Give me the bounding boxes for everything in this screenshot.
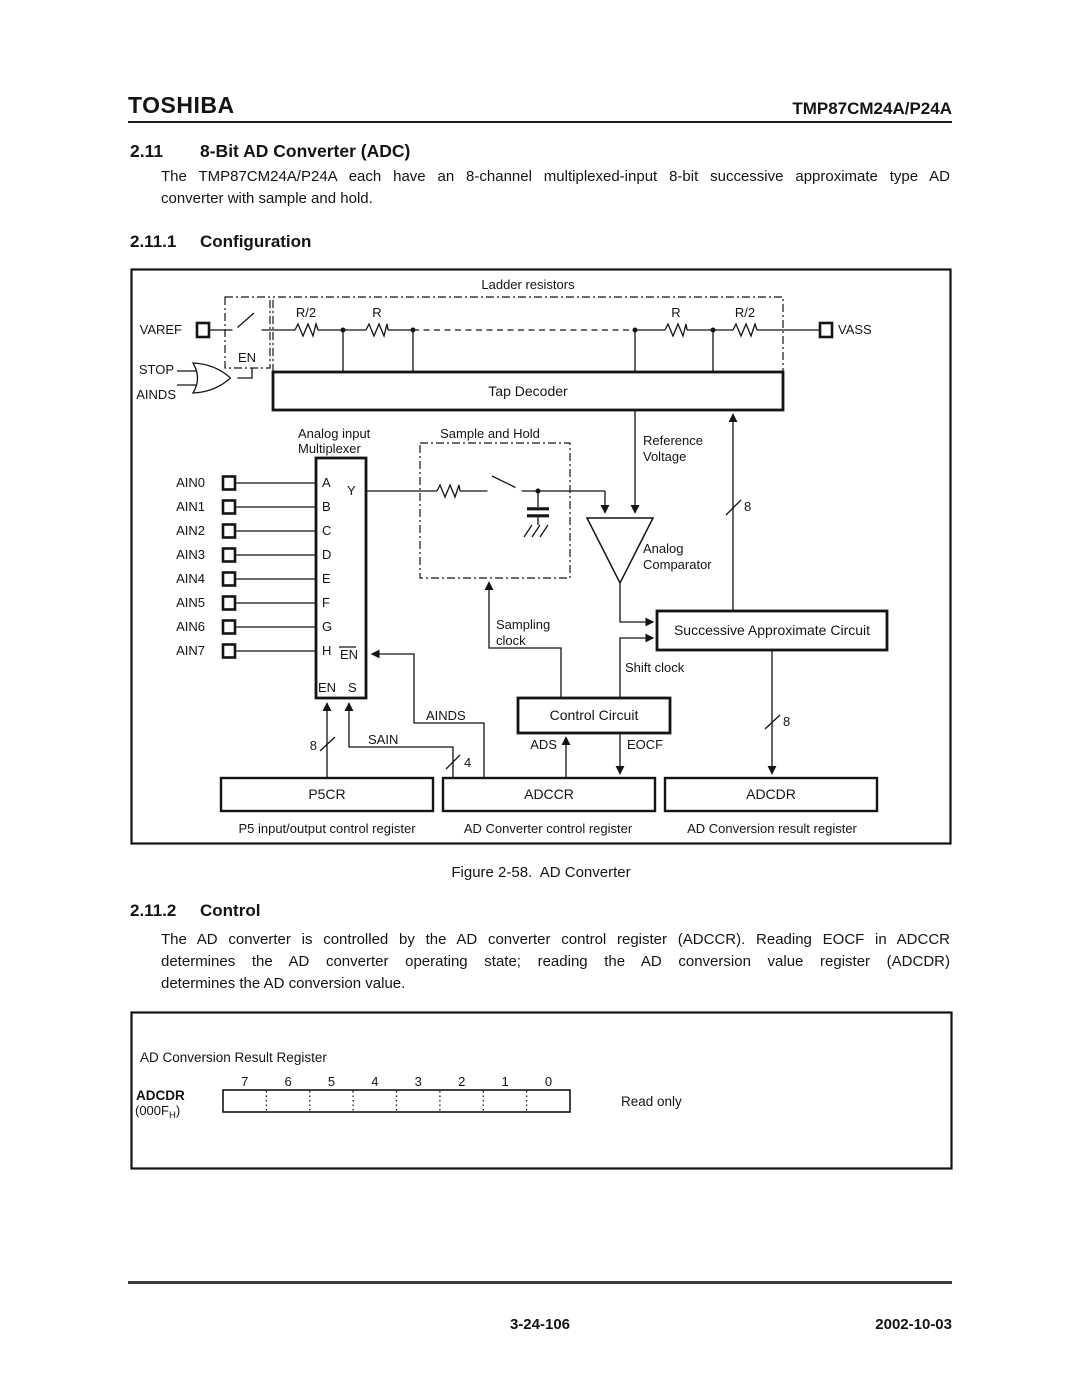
enable-label: EN bbox=[238, 350, 257, 365]
bus-width-8: 8 bbox=[783, 714, 791, 729]
comparator-line1: Analog bbox=[643, 541, 684, 556]
cell-separators bbox=[266, 1091, 526, 1111]
section-2112-title: Control bbox=[200, 901, 261, 920]
resistor-icon bbox=[665, 324, 687, 336]
control-circuit-label: Control Circuit bbox=[549, 707, 639, 723]
mux-port-g: G bbox=[322, 619, 333, 634]
stop-label: STOP bbox=[138, 362, 174, 377]
sample-hold-label: Sample and Hold bbox=[440, 426, 540, 441]
footer-page-number: 3-24-106 bbox=[509, 1316, 571, 1333]
ain3-pad-icon bbox=[223, 549, 235, 562]
sampling-clock-line2: clock bbox=[496, 633, 526, 648]
shift-clock-label: Shift clock bbox=[625, 660, 685, 675]
ladder-switch-icon bbox=[209, 313, 295, 333]
sain-label: SAIN bbox=[368, 732, 399, 747]
r-label: R bbox=[671, 305, 681, 320]
adcdr-register-diagram bbox=[130, 1011, 953, 1170]
toshiba-logo: TOSHIBA bbox=[128, 92, 235, 118]
vass-label: VASS bbox=[838, 322, 872, 337]
section-2112-body-line1: The AD converter is controlled by the AD converter control register (ADCCR). Reading EOCF in ADCCR bbox=[161, 931, 950, 948]
bit-0-label: 0 bbox=[544, 1074, 553, 1089]
adccr-caption: AD Converter control register bbox=[463, 821, 633, 836]
varef-label: VAREF bbox=[139, 322, 182, 337]
part-number: TMP87CM24A/P24A bbox=[792, 99, 952, 118]
mux-en-label: EN bbox=[318, 680, 337, 695]
reference-voltage-line2: Voltage bbox=[643, 449, 687, 464]
mux-y-label: Y bbox=[347, 483, 356, 498]
ain3-label: AIN3 bbox=[176, 547, 205, 562]
register-title: AD Conversion Result Register bbox=[140, 1050, 327, 1065]
sac-label: Successive Approximate Circuit bbox=[673, 622, 871, 638]
mux-en-bar-label: EN bbox=[340, 647, 359, 662]
p5cr-caption: P5 input/output control register bbox=[238, 821, 416, 836]
hold-switch-icon bbox=[492, 476, 516, 488]
ainds-signal-label: AINDS bbox=[426, 708, 466, 723]
sampling-clock-line1: Sampling bbox=[496, 617, 551, 632]
mux-port-a: A bbox=[322, 475, 331, 490]
ain7-pad-icon bbox=[223, 645, 235, 658]
section-2112-body-line3: determines the AD conversion value. bbox=[161, 975, 406, 992]
ladder-resistors-label: Ladder resistors bbox=[481, 277, 575, 292]
adcdr-caption: AD Conversion result register bbox=[687, 821, 857, 836]
ain5-pad-icon bbox=[223, 597, 235, 610]
register-access: Read only bbox=[621, 1094, 682, 1109]
mux-s-label: S bbox=[348, 680, 357, 695]
r-label: R bbox=[372, 305, 382, 320]
section-211-body-line1: The TMP87CM24A/P24A each have an 8-channel multiplexed-input 8-bit successive approximate type AD bbox=[161, 168, 950, 185]
mux-title-line1: Analog input bbox=[298, 426, 371, 441]
ain1-label: AIN1 bbox=[176, 499, 205, 514]
footer-rule bbox=[128, 1281, 952, 1284]
register-address bbox=[135, 1103, 180, 1121]
footer-date: 2002-10-03 bbox=[875, 1316, 952, 1333]
mux-port-b: B bbox=[322, 499, 331, 514]
varef-pad-icon bbox=[197, 323, 209, 337]
bit-7-label: 7 bbox=[241, 1074, 249, 1089]
ain2-pad-icon bbox=[223, 525, 235, 538]
section-2111-number: 2.11.1 bbox=[130, 232, 177, 251]
eocf-label: EOCF bbox=[627, 737, 664, 752]
mux-title-line2: Multiplexer bbox=[298, 441, 361, 456]
register-name: ADCDR bbox=[136, 1088, 185, 1103]
bus-width-4: 4 bbox=[464, 755, 472, 770]
bit-5-label: 5 bbox=[327, 1074, 336, 1089]
ain2-label: AIN2 bbox=[176, 523, 205, 538]
section-211-title: 8-Bit AD Converter (ADC) bbox=[200, 141, 411, 161]
resistor-icon bbox=[295, 324, 318, 336]
ad-converter-block-diagram bbox=[130, 268, 952, 845]
bit-6-label: 6 bbox=[284, 1074, 292, 1089]
adccr-label: ADCCR bbox=[524, 786, 574, 802]
reference-voltage-line1: Reference bbox=[643, 433, 703, 448]
ain7-label: AIN7 bbox=[176, 643, 205, 658]
capacitor-icon bbox=[527, 491, 549, 525]
figure-caption: Figure 2-58. AD Converter bbox=[451, 864, 631, 881]
section-211-body-line2: converter with sample and hold. bbox=[161, 190, 373, 207]
resistor-icon bbox=[733, 324, 757, 336]
mux-port-c: C bbox=[322, 523, 332, 538]
address-subscript: H bbox=[168, 1110, 176, 1121]
section-2112-number: 2.11.2 bbox=[130, 901, 177, 920]
bit-number-row bbox=[241, 1074, 552, 1089]
header-rule bbox=[128, 121, 952, 123]
bus-width-8: 8 bbox=[744, 499, 752, 514]
ain6-pad-icon bbox=[223, 621, 235, 634]
ads-label: ADS bbox=[530, 737, 557, 752]
ain1-pad-icon bbox=[223, 501, 235, 514]
comparator-output-wire bbox=[620, 583, 653, 622]
resistor-icon bbox=[437, 485, 460, 497]
bit-3-label: 3 bbox=[414, 1074, 422, 1089]
tap-decoder-label: Tap Decoder bbox=[488, 383, 568, 399]
ain0-pad-icon bbox=[223, 477, 235, 490]
r-half-label: R/2 bbox=[734, 305, 756, 320]
mux-port-f: F bbox=[322, 595, 330, 610]
ain6-label: AIN6 bbox=[176, 619, 205, 634]
address-suffix: ) bbox=[175, 1103, 181, 1118]
section-2112-body-line2: determines the AD converter operating state; reading the AD conversion value register (ADCDR) bbox=[161, 953, 950, 970]
mux-port-d: D bbox=[322, 547, 332, 562]
ainds-label: AINDS bbox=[136, 387, 176, 402]
comparator-line2: Comparator bbox=[643, 557, 712, 572]
resistor-icon bbox=[366, 324, 388, 336]
mux-input-rows bbox=[176, 475, 332, 658]
ain5-label: AIN5 bbox=[176, 595, 205, 610]
section-2111-title: Configuration bbox=[200, 232, 312, 251]
ain4-label: AIN4 bbox=[176, 571, 205, 586]
section-211-number: 2.11 bbox=[130, 141, 164, 161]
ground-icon bbox=[524, 525, 548, 537]
bit-4-label: 4 bbox=[371, 1074, 379, 1089]
vass-pad-icon bbox=[820, 323, 832, 337]
mux-port-e: E bbox=[322, 571, 331, 586]
bus-width-8: 8 bbox=[309, 738, 317, 753]
ain0-label: AIN0 bbox=[176, 475, 205, 490]
ain4-pad-icon bbox=[223, 573, 235, 586]
mux-port-h: H bbox=[322, 643, 332, 658]
sample-hold-circuit bbox=[366, 476, 605, 537]
adcdr-label: ADCDR bbox=[746, 786, 796, 802]
ladder-resistors-box bbox=[273, 297, 783, 372]
p5cr-label: P5CR bbox=[308, 786, 346, 802]
address-prefix: (000F bbox=[135, 1103, 169, 1118]
sample-hold-box bbox=[420, 443, 570, 578]
bit-2-label: 2 bbox=[458, 1074, 466, 1089]
ladder-wires bbox=[295, 305, 820, 372]
r-half-label: R/2 bbox=[295, 305, 317, 320]
bit-1-label: 1 bbox=[501, 1074, 509, 1089]
